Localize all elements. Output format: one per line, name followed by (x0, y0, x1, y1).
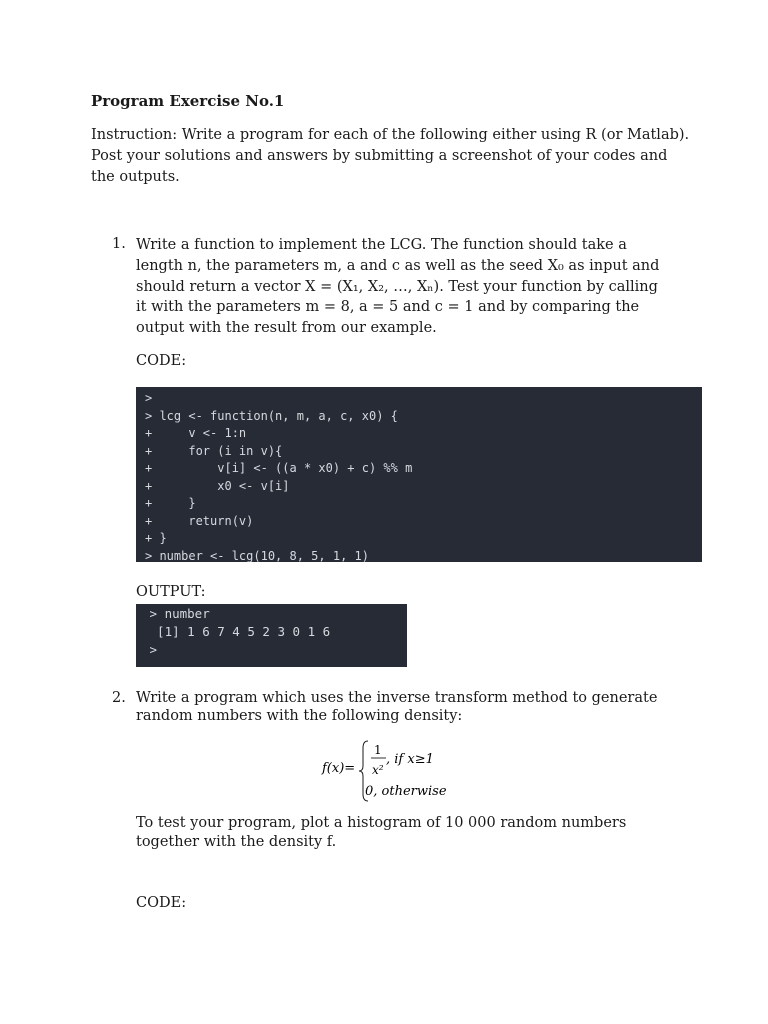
item-2-code-label: CODE: (136, 895, 187, 911)
page-title: Program Exercise No.1 (91, 92, 285, 110)
code-line: + return(v) (145, 513, 254, 528)
output-line: > number (142, 606, 210, 621)
output-line: > (142, 642, 158, 657)
item-2-text: Write a program which uses the inverse transform method to generate random numbers with the following density: (136, 690, 658, 724)
item-1-output-label: OUTPUT: (136, 584, 206, 600)
code-line: + } (145, 531, 167, 545)
item-1-number: 1. (112, 236, 126, 252)
code-line: + } (145, 496, 196, 510)
code-screenshot (136, 387, 702, 562)
formula-case1-condition: , if x≥1 (386, 752, 434, 767)
item-1-code-label: CODE: (136, 353, 187, 369)
output-line: [1] 1 6 7 4 5 2 3 0 1 6 (142, 624, 331, 639)
item-2-number: 2. (112, 690, 126, 706)
code-line: > lcg <- function(n, m, a, c, x0) { (145, 408, 398, 423)
output-screenshot (136, 604, 407, 667)
item-1-text: Write a function to implement the LCG. The function should take a length n, the parameters m, a and c as well as the seed X₀ as input and should return a vector X = (X₁, X₂, …, Xₙ). Test your function by calling it with the parameters m = 8, a = 5 and c = 1 and by comparing the output with the result from our example. (136, 237, 660, 337)
density-formula (320, 738, 460, 804)
item-2-test-text: To test your program, plot a histogram of 10 000 random numbers together with the density f. (136, 815, 627, 850)
code-line: > (145, 391, 153, 405)
formula-case2: 0, otherwise (365, 784, 447, 799)
code-line: > number <- lcg(10, 8, 5, 1, 1) (145, 548, 369, 562)
instruction-paragraph: Instruction: Write a program for each of the following either using R (or Matlab). Post your solutions and answers by submitting a screenshot of your codes and the outputs. (91, 127, 690, 185)
formula-numerator: 1 (374, 743, 382, 757)
code-line: + v <- 1:n (145, 426, 247, 440)
code-line: + x0 <- v[i] (145, 478, 290, 493)
formula-svg (320, 738, 460, 804)
formula-denominator: x² (372, 763, 384, 777)
formula-lhs: f(x)= (322, 761, 356, 776)
code-line: + v[i] <- ((a * x0) + c) %% m (145, 461, 413, 475)
code-line: + for (i in v){ (145, 443, 283, 458)
